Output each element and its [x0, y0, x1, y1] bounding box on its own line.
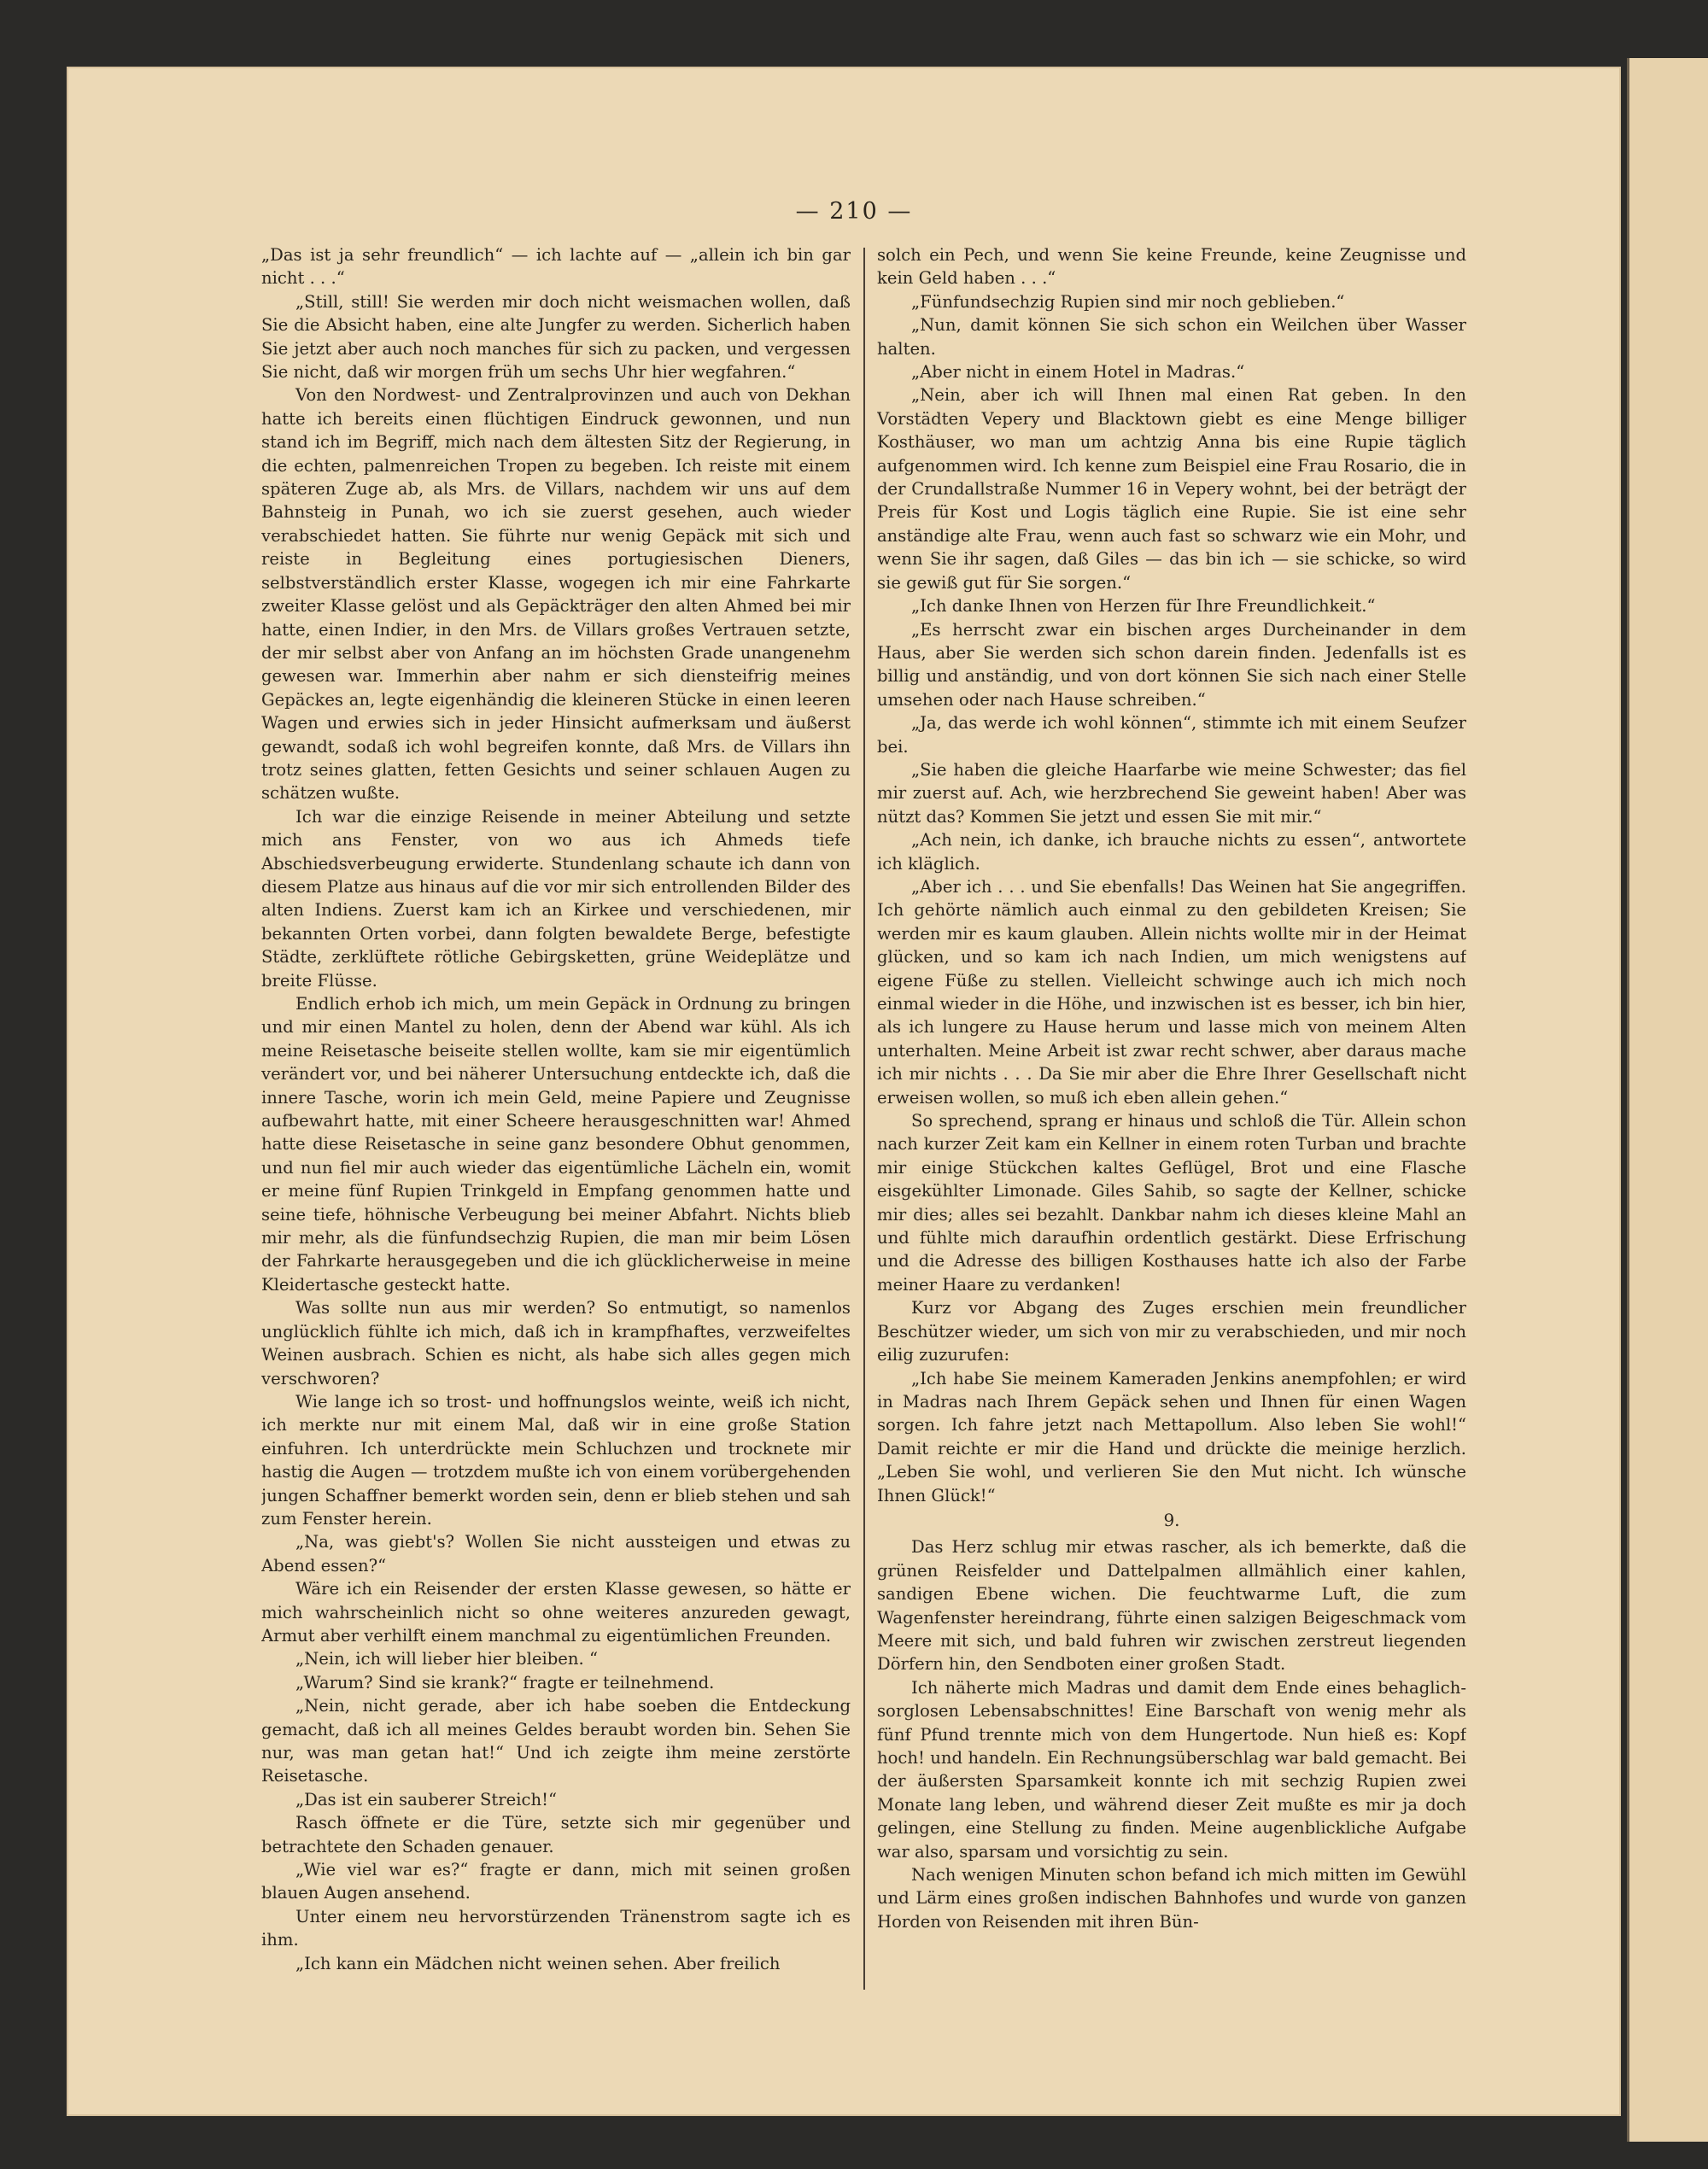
paragraph: Kurz vor Abgang des Zuges erschien mein freundlicher Beschützer wieder, um sich von mir zu verabschieden, und mir noch eilig zuzurufen: [877, 1298, 1466, 1365]
paragraph: „Das ist ja sehr freundlich“ — ich lachte auf — „allein ich bin gar nicht . . .“ [261, 245, 851, 289]
right-column [877, 243, 1466, 1994]
paragraph: „Ach nein, ich danke, ich brauche nichts zu essen“, antwortete ich kläglich. [877, 830, 1466, 874]
chapter-heading: 9. [1163, 1509, 1180, 1530]
paragraph: „Ich kann ein Mädchen nicht weinen sehen. Aber freilich [295, 1953, 781, 1973]
paragraph: solch ein Pech, und wenn Sie keine Freunde, keine Zeugnisse und kein Geld haben . . .“ [877, 245, 1466, 289]
paragraph: „Nein, ich will lieber hier bleiben. “ [295, 1649, 598, 1669]
paragraph: Nach wenigen Minuten schon befand ich mich mitten im Gewühl und Lärm eines großen indischen Bahnhofes und wurde von ganzen Horden von Reisenden mit ihren Bün- [877, 1865, 1466, 1932]
paragraph: Rasch öffnete er die Türe, setzte sich mir gegenüber und betrachtete den Schaden genauer. [261, 1813, 851, 1856]
paragraph: „Sie haben die gleiche Haarfarbe wie meine Schwester; das fiel mir zuerst auf. Ach, wie herzbrechend Sie geweint haben! Aber was nützt das? Kommen Sie jetzt und essen Sie mit mir.“ [877, 759, 1466, 827]
paragraph: Von den Nordwest- und Zentralprovinzen und auch von Dekhan hatte ich bereits einen flüchtigen Eindruck gewonnen, und nun stand ich im Begriff, mich nach dem ältesten Sitz der Regierung, in die echten, palmenreichen Tropen zu begeben. Ich reiste mit einem späteren Zuge ab, als Mrs. de Villars, nachdem wir uns auf dem Bahnsteig in Punah, wo ich sie zuerst gesehen, auch wieder verabschiedet hatten. Sie führte nur wenig Gepäck mit sich und reiste in Begleitung eines portugiesischen Dieners, selbstverständlich erster Klasse, wogegen ich mir eine Fahrkarte zweiter Klasse gelöst und als Gepäckträger den alten Ahmed bei mir hatte, einen Indier, in den Mrs. de Villars großes Vertrauen setzte, der mir selbst aber von Anfang an im höchsten Grade unangenehm gewesen war. Immerhin aber nahm er sich diensteifrig meines Gepäckes an, legte eigenhändig die kleineren Stücke in einen leeren Wagen und erwies sich in jeder Hinsicht aufmerksam und äußerst gewandt, sodaß ich wohl begreifen konnte, daß Mrs. de Villars ihn trotz seines glatten, fetten Gesichts und seiner schlauen Augen zu schätzen wußte. [261, 385, 851, 804]
paragraph: „Aber ich . . . und Sie ebenfalls! Das Weinen hat Sie angegriffen. Ich gehörte nämlich auch einmal zu den gebildeten Kreisen; Sie werden mir es kaum glauben. Allein nichts wollte mir in der Heimat glücken, und so kam ich nach Indien, um mich wenigstens auf eigene Füße zu stellen. Vielleicht schwinge auch ich mich noch einmal wieder in die Höhe, und inzwischen ist es besser, ich bin hier, als ich lungere zu Hause herum und lasse mich von meinem Alten unterhalten. Meine Arbeit ist zwar recht schwer, aber daraus mache ich mir nichts . . . Da Sie mir aber die Ehre Ihrer Gesellschaft nicht erweisen wollen, so muß ich eben allein gehen.“ [877, 876, 1466, 1108]
paragraph: Ich näherte mich Madras und damit dem Ende eines behaglich-sorglosen Lebensabschnittes! Eine Barschaft von wenig mehr als fünf Pfund trennte mich von dem Hungertode. Nun hieß es: Kopf hoch! und handeln. Ein Rechnungsüberschlag war bald gemacht. Bei der äußersten Sparsamkeit konnte ich mit sechzig Rupien zwei Monate lang leben, und während dieser Zeit mußte es mir ja doch gelingen, eine Stellung zu finden. Meine augenblickliche Aufgabe war also, sparsam und vorsichtig zu sein. [877, 1677, 1466, 1862]
paragraph: „Aber nicht in einem Hotel in Madras.“ [911, 362, 1245, 383]
column-rule [863, 248, 865, 1990]
paragraph: „Nun, damit können Sie sich schon ein Weilchen über Wasser halten. [877, 315, 1466, 359]
paragraph: Endlich erhob ich mich, um mein Gepäck in Ordnung zu bringen und mir einen Mantel zu holen, denn der Abend war kühl. Als ich meine Reisetasche beiseite stellen wollte, kam sie mir eigentümlich verändert vor, und bei näherer Untersuchung entdeckte ich, daß die innere Tasche, worin ich mein Geld, meine Papiere und Zeugnisse aufbewahrt hatte, mit einer Scheere herausgeschnitten war! Ahmed hatte diese Reisetasche in seine ganz besondere Obhut genommen, und nun fiel mir auch wieder das eigentümliche Lächeln ein, womit er meine fünf Rupien Trinkgeld in Empfang genommen hatte und seine tiefe, höhnische Verbeugung bei meiner Abfahrt. Nichts blieb mir mehr, als die fünfundsechzig Rupien, die man mir beim Lösen der Fahrkarte herausgegeben und die ich glücklicherweise in meine Kleidertasche gesteckt hatte. [261, 994, 851, 1295]
paragraph: „Das ist ein sauberer Streich!“ [295, 1789, 558, 1809]
adjacent-page-edge [1627, 58, 1708, 2142]
paragraph: „Nein, nicht gerade, aber ich habe soeben die Entdeckung gemacht, daß ich all meines Geldes beraubt worden bin. Sehen Sie nur, was man getan hat!“ Und ich zeigte ihm meine zerstörte Reisetasche. [261, 1696, 851, 1786]
paragraph: Unter einem neu hervorstürzenden Tränenstrom sagte ich es ihm. [261, 1906, 851, 1950]
paragraph: „Na, was giebt's? Wollen Sie nicht aussteigen und etwas zu Abend essen?“ [261, 1532, 851, 1576]
paragraph: „Nein, aber ich will Ihnen mal einen Rat geben. In den Vorstädten Vepery und Blacktown giebt es eine Menge billiger Kosthäuser, wo man um achtzig Anna bis eine Rupie täglich aufgenommen wird. Ich kenne zum Beispiel eine Frau Rosario, die in der Crundallstraße Nummer 16 in Vepery wohnt, bei der beträgt der Preis für Kost und Logis täglich eine Rupie. Sie ist eine sehr anständige alte Frau, wenn auch fast so schwarz wie ein Mohr, und wenn Sie ihr sagen, daß Giles — das bin ich — sie schicke, so wird sie gewiß gut für Sie sorgen.“ [877, 385, 1466, 593]
paragraph: So sprechend, sprang er hinaus und schloß die Tür. Allein schon nach kurzer Zeit kam ein Kellner in einem roten Turban und brachte mir einige Stückchen kaltes Geflügel, Brot und eine Flasche eisgekühlter Limonade. Giles Sahib, so sagte der Kellner, schicke mir dies; alles sei bezahlt. Dankbar nahm ich dieses kleine Mahl an und fühlte mich daraufhin ordentlich gestärkt. Diese Erfrischung und die Adresse des billigen Kosthauses hatte ich also der Farbe meiner Haare zu verdanken! [877, 1111, 1466, 1295]
paragraph: „Ja, das werde ich wohl können“, stimmte ich mit einem Seufzer bei. [877, 713, 1466, 757]
page-number: — 210 — [795, 198, 913, 225]
paragraph: „Ich danke Ihnen von Herzen für Ihre Freundlichkeit.“ [911, 596, 1376, 617]
paragraph: Das Herz schlug mir etwas rascher, als ich bemerkte, daß die grünen Reisfelder und Dattelpalmen allmählich einer kahlen, sandigen Ebene wichen. Die feuchtwarme Luft, die zum Wagenfenster hereindrang, führte einen salzigen Beigeschmack vom Meere mit sich, und bald fuhren wir zwischen zerstreut liegenden Dörfern hin, den Sendboten einer großen Stadt. [877, 1537, 1466, 1675]
left-column [261, 243, 851, 1994]
paragraph: „Wie viel war es?“ fragte er dann, mich mit seinen großen blauen Augen ansehend. [261, 1860, 851, 1903]
paragraph: Was sollte nun aus mir werden? So entmutigt, so namenlos unglücklich fühlte ich mich, daß ich in krampfhaftes, verzweifeltes Weinen ausbrach. Schien es nicht, als habe sich alles gegen mich verschworen? [261, 1298, 851, 1389]
paragraph: „Es herrscht zwar ein bischen arges Durcheinander in dem Haus, aber Sie werden sich schon darein finden. Jedenfalls ist es billig und anständig, und von dort können Sie sich nach einer Stelle umsehen oder nach Hause schreiben.“ [877, 619, 1466, 710]
paragraph: „Still, still! Sie werden mir doch nicht weismachen wollen, daß Sie die Absicht haben, eine alte Jungfer zu werden. Sicherlich haben Sie jetzt aber auch noch manches für sich zu packen, und vergessen Sie nicht, daß wir morgen früh um sechs Uhr hier wegfahren.“ [261, 291, 851, 383]
paragraph: Wäre ich ein Reisender der ersten Klasse gewesen, so hätte er mich wahrscheinlich nicht so ohne weiteres anzureden gewagt, Armut aber verhilft einem manchmal zu eigentümlichen Freunden. [261, 1579, 851, 1646]
paragraph: „Fünfundsechzig Rupien sind mir noch geblieben.“ [911, 291, 1345, 312]
paragraph: „Ich habe Sie meinem Kameraden Jenkins anempfohlen; er wird in Madras nach Ihrem Gepäck sehen und Ihnen für einen Wagen sorgen. Ich fahre jetzt nach Mettapollum. Also leben Sie wohl!“ Damit reichte er mir die Hand und drückte die meinige herzlich. „Leben Sie wohl, und verlieren Sie den Mut nicht. Ich wünsche Ihnen Glück!“ [877, 1368, 1466, 1505]
paragraph: Wie lange ich so trost- und hoffnungslos weinte, weiß ich nicht, ich merkte nur mit einem Mal, daß wir in eine große Station einfuhren. Ich unterdrückte mein Schluchzen und trocknete mir hastig die Augen — trotzdem mußte ich von einem vorübergehenden jungen Schaffner bemerkt worden sein, denn er blieb stehen und sah zum Fenster herein. [261, 1391, 851, 1529]
paragraph: „Warum? Sind sie krank?“ fragte er teilnehmend. [295, 1672, 715, 1693]
paragraph: Ich war die einzige Reisende in meiner Abteilung und setzte mich ans Fenster, von wo aus ich Ahmeds tiefe Abschiedsverbeugung erwiderte. Stundenlang schaute ich dann von diesem Platze aus hinaus auf die vor mir sich entrollenden Bilder des alten Indiens. Zuerst kam ich an Kirkee und verschiedenen, mir bekannten Orten vorbei, dann folgten bewaldete Berge, befestigte Städte, zerklüftete rötliche Gebirgsketten, grüne Weideplätze und breite Flüsse. [261, 806, 851, 991]
